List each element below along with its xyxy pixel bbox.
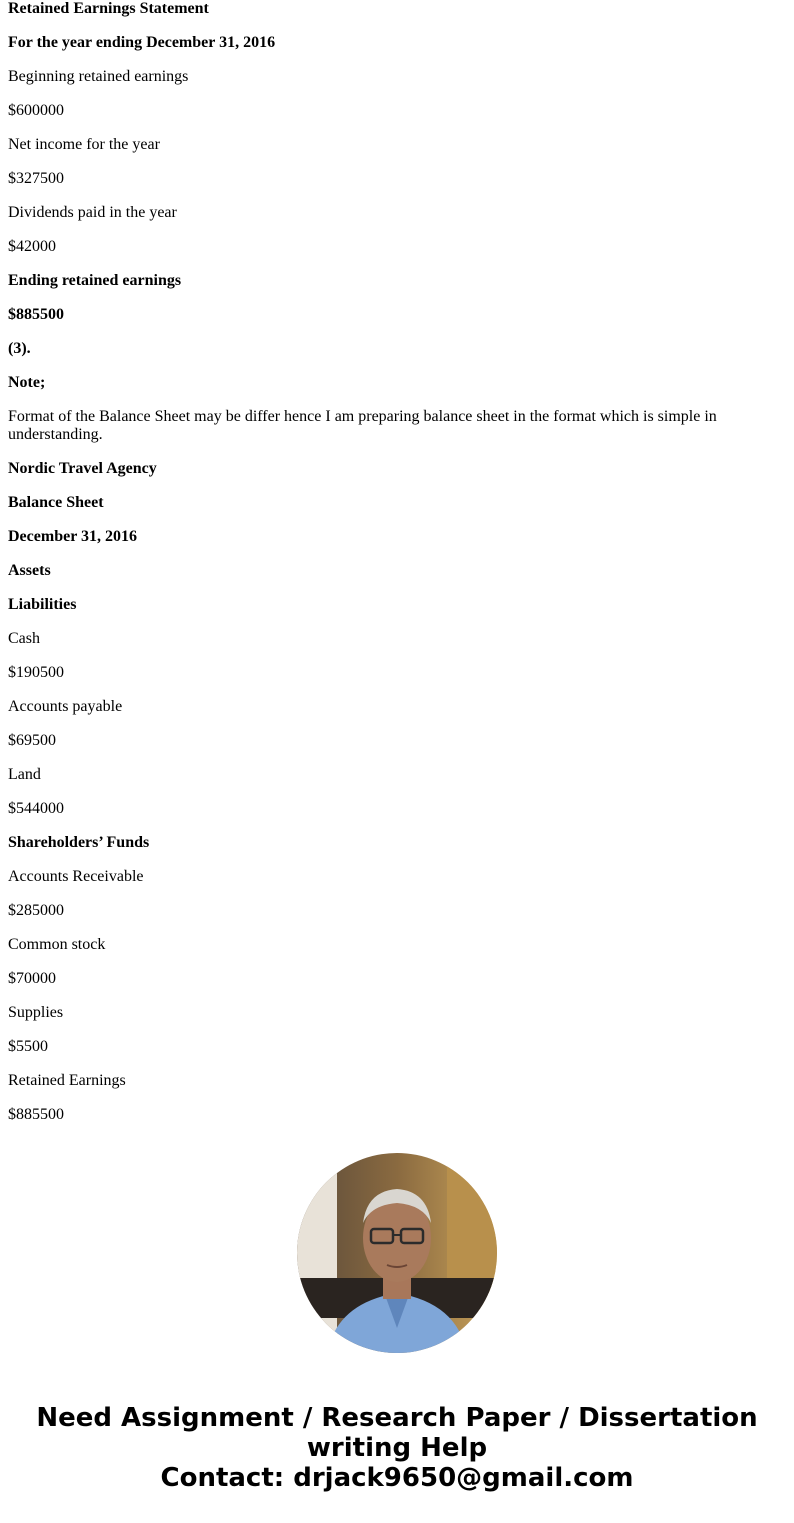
statement-period: For the year ending December 31, 2016 bbox=[8, 34, 276, 51]
cash-label: Cash bbox=[8, 630, 40, 647]
common-stock-value: $70000 bbox=[8, 970, 56, 987]
net-income-label: Net income for the year bbox=[8, 136, 160, 153]
balance-sheet-date: December 31, 2016 bbox=[8, 528, 137, 545]
liabilities-heading: Liabilities bbox=[8, 596, 77, 613]
supplies-value: $5500 bbox=[8, 1038, 48, 1055]
dividends-label: Dividends paid in the year bbox=[8, 204, 177, 221]
author-portrait-image bbox=[297, 1153, 497, 1353]
land-label: Land bbox=[8, 766, 41, 783]
common-stock-label: Common stock bbox=[8, 936, 106, 953]
document-body bbox=[8, 0, 786, 1140]
land-value: $544000 bbox=[8, 800, 64, 817]
author-photo bbox=[297, 1153, 497, 1353]
note-text: Format of the Balance Sheet may be differ hence I am preparing balance sheet in the format which is simple in understanding. bbox=[8, 408, 717, 443]
retained-earnings-label: Retained Earnings bbox=[8, 1072, 126, 1089]
assets-heading: Assets bbox=[8, 562, 51, 579]
footer-line-1: Need Assignment / Research Paper / Dissertation bbox=[36, 1403, 758, 1433]
retained-earnings-value: $885500 bbox=[8, 1106, 64, 1123]
footer-contact-email[interactable]: Contact: drjack9650@gmail.com bbox=[160, 1463, 634, 1493]
cash-value: $190500 bbox=[8, 664, 64, 681]
statement-title: Retained Earnings Statement bbox=[8, 0, 209, 17]
balance-sheet-title: Balance Sheet bbox=[8, 494, 104, 511]
footer-line-2: writing Help bbox=[306, 1433, 488, 1463]
contact-footer bbox=[0, 1403, 794, 1493]
ending-retained-earnings-label: Ending retained earnings bbox=[8, 272, 182, 289]
accounts-receivable-label: Accounts Receivable bbox=[8, 868, 144, 885]
accounts-payable-value: $69500 bbox=[8, 732, 56, 749]
accounts-receivable-value: $285000 bbox=[8, 902, 64, 919]
company-name: Nordic Travel Agency bbox=[8, 460, 157, 477]
accounts-payable-label: Accounts payable bbox=[8, 698, 123, 715]
ending-retained-earnings-value: $885500 bbox=[8, 306, 64, 323]
dividends-value: $42000 bbox=[8, 238, 56, 255]
beginning-retained-earnings-label: Beginning retained earnings bbox=[8, 68, 189, 85]
beginning-retained-earnings-value: $600000 bbox=[8, 102, 64, 119]
net-income-value: $327500 bbox=[8, 170, 64, 187]
note-heading: Note; bbox=[8, 374, 46, 391]
section-number: (3). bbox=[8, 340, 31, 357]
shareholders-funds-heading: Shareholders’ Funds bbox=[8, 834, 150, 851]
supplies-label: Supplies bbox=[8, 1004, 64, 1021]
